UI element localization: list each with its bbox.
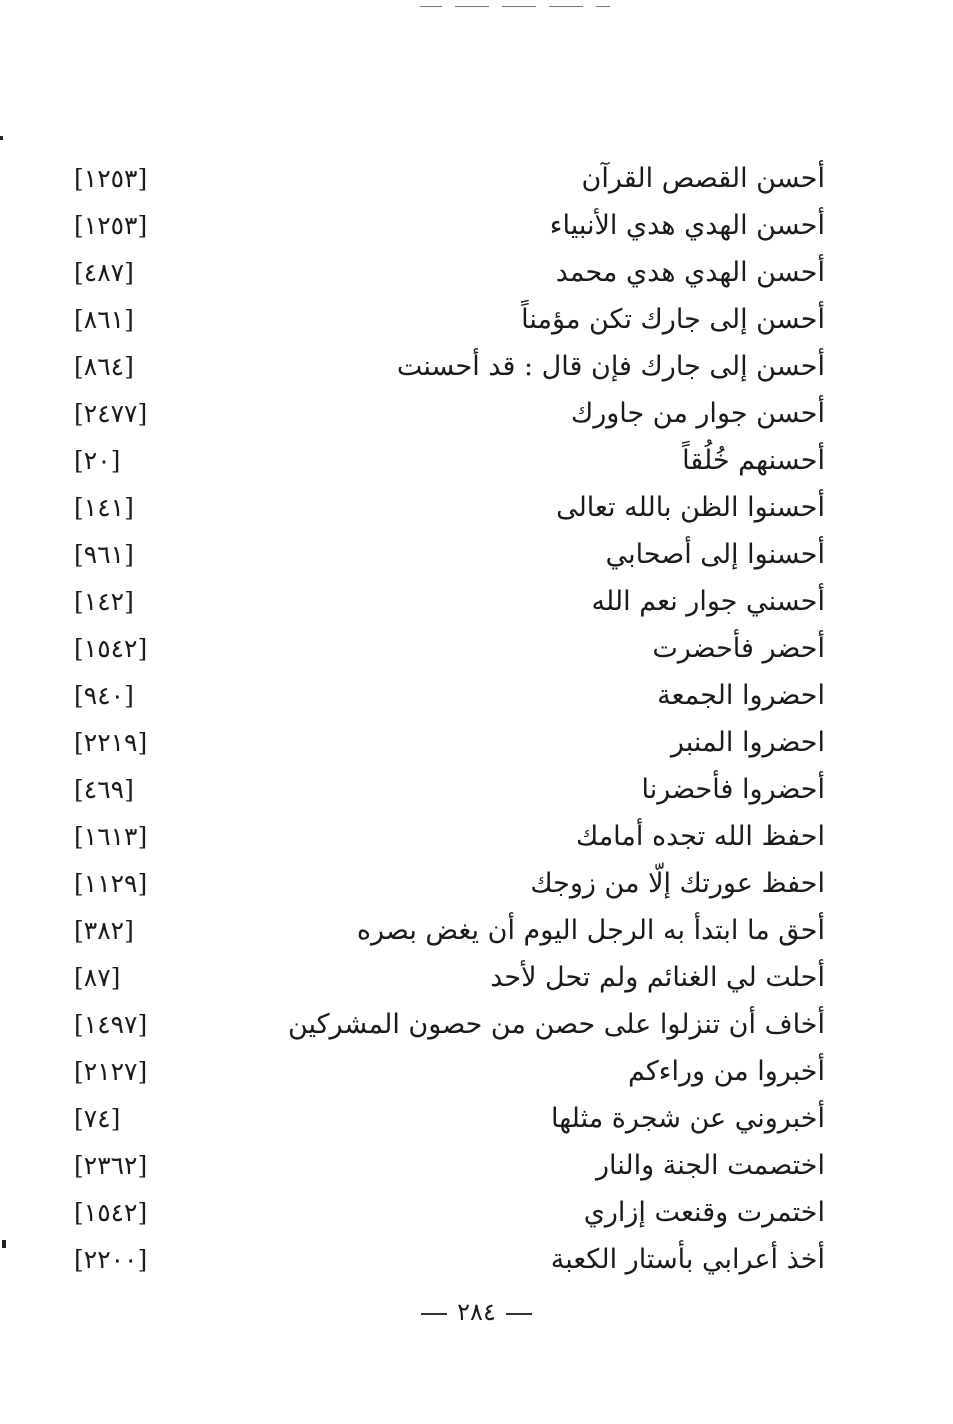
- index-entry: [0, 155, 953, 202]
- entry-text: أخبروني عن شجرة مثلها: [550, 1103, 825, 1134]
- footer-dash-left: [421, 1313, 447, 1315]
- entry-text: أحسنوا إلى أصحابي: [605, 539, 825, 570]
- entry-reference: [١٢٥٣]: [74, 211, 148, 240]
- index-entry: [0, 578, 953, 625]
- page-number: ٢٨٤: [457, 1298, 496, 1326]
- entry-text: أحسن الهدي هدي الأنبياء: [549, 210, 825, 241]
- index-entry: [0, 766, 953, 813]
- entry-text: أحسن جوار من جاورك: [570, 398, 825, 429]
- entry-reference: [٣٨٢]: [74, 916, 134, 945]
- entry-text: أخذ أعرابي بأستار الكعبة: [550, 1244, 825, 1275]
- index-entry: [0, 860, 953, 907]
- entry-reference: [٨٦٤]: [74, 352, 134, 381]
- index-entry: [0, 1001, 953, 1048]
- entry-text: اختمرت وقنعت إزاري: [583, 1197, 825, 1228]
- entry-reference: [٢٣٦٢]: [74, 1151, 148, 1180]
- entry-reference: [١٥٤٢]: [74, 634, 148, 663]
- entry-reference: [١٤٢]: [74, 587, 134, 616]
- entry-reference: [٧٤]: [74, 1104, 121, 1133]
- entry-text: أحسن الهدي هدي محمد: [555, 257, 825, 288]
- index-entry: [0, 390, 953, 437]
- index-entry: [0, 437, 953, 484]
- entry-reference: [١٦١٣]: [74, 822, 148, 851]
- entry-text: أحلت لي الغنائم ولم تحل لأحد: [490, 962, 825, 993]
- entry-text: أحسنوا الظن بالله تعالى: [556, 492, 825, 523]
- entry-text: أحسنهم خُلُقاً: [682, 445, 825, 476]
- index-entry: [0, 296, 953, 343]
- top-rule: [420, 6, 610, 8]
- index-entry-list: [0, 155, 953, 1283]
- entry-text: أحسن إلى جارك تكن مؤمناً: [521, 304, 825, 335]
- entry-text: احفظ الله تجده أمامك: [575, 821, 825, 852]
- index-entry: [0, 531, 953, 578]
- entry-reference: [١٢٥٣]: [74, 164, 148, 193]
- entry-text: احضروا الجمعة: [657, 680, 825, 711]
- index-entry: [0, 672, 953, 719]
- index-entry: [0, 625, 953, 672]
- entry-reference: [١١٢٩]: [74, 869, 148, 898]
- entry-text: اختصمت الجنة والنار: [596, 1150, 825, 1181]
- page-number-footer: [0, 1292, 953, 1332]
- index-entry: [0, 1142, 953, 1189]
- index-entry: [0, 1189, 953, 1236]
- entry-text: احضروا المنبر: [670, 727, 825, 758]
- index-entry: [0, 719, 953, 766]
- entry-text: أحسن القصص القرآن: [581, 163, 825, 194]
- index-entry: [0, 907, 953, 954]
- entry-reference: [٨٦١]: [74, 305, 134, 334]
- index-entry: [0, 484, 953, 531]
- entry-reference: [١٥٤٢]: [74, 1198, 148, 1227]
- index-entry: [0, 249, 953, 296]
- index-entry: [0, 202, 953, 249]
- index-entry: [0, 1236, 953, 1283]
- entry-text: أحضر فأحضرت: [652, 633, 825, 664]
- entry-reference: [٢٤٧٧]: [74, 399, 148, 428]
- entry-reference: [٩٤٠]: [74, 681, 134, 710]
- index-entry: [0, 343, 953, 390]
- entry-reference: [٢٢٠٠]: [74, 1245, 148, 1274]
- entry-reference: [٢٢١٩]: [74, 728, 148, 757]
- footer-dash-right: [506, 1313, 532, 1315]
- entry-reference: [٢١٢٧]: [74, 1057, 148, 1086]
- index-entry: [0, 1048, 953, 1095]
- entry-reference: [٤٦٩]: [74, 775, 134, 804]
- entry-reference: [٩٦١]: [74, 540, 134, 569]
- index-entry: [0, 1095, 953, 1142]
- entry-text: أحضروا فأحضرنا: [641, 774, 825, 805]
- index-entry: [0, 813, 953, 860]
- entry-text: أخاف أن تنزلوا على حصن من حصون المشركين: [287, 1009, 825, 1040]
- entry-reference: [٢٠]: [74, 446, 121, 475]
- entry-text: أخبروا من وراءكم: [627, 1056, 825, 1087]
- entry-reference: [٤٨٧]: [74, 258, 134, 287]
- entry-text: أحسن إلى جارك فإن قال : قد أحسنت: [396, 351, 825, 382]
- entry-reference: [٨٧]: [74, 963, 121, 992]
- entry-text: احفظ عورتك إلّا من زوجك: [530, 868, 825, 899]
- edge-mark-top: [0, 136, 3, 140]
- entry-text: أحق ما ابتدأ به الرجل اليوم أن يغض بصره: [356, 915, 825, 946]
- index-entry: [0, 954, 953, 1001]
- entry-reference: [١٤٩٧]: [74, 1010, 148, 1039]
- entry-text: أحسني جوار نعم الله: [591, 586, 825, 617]
- entry-reference: [١٤١]: [74, 493, 134, 522]
